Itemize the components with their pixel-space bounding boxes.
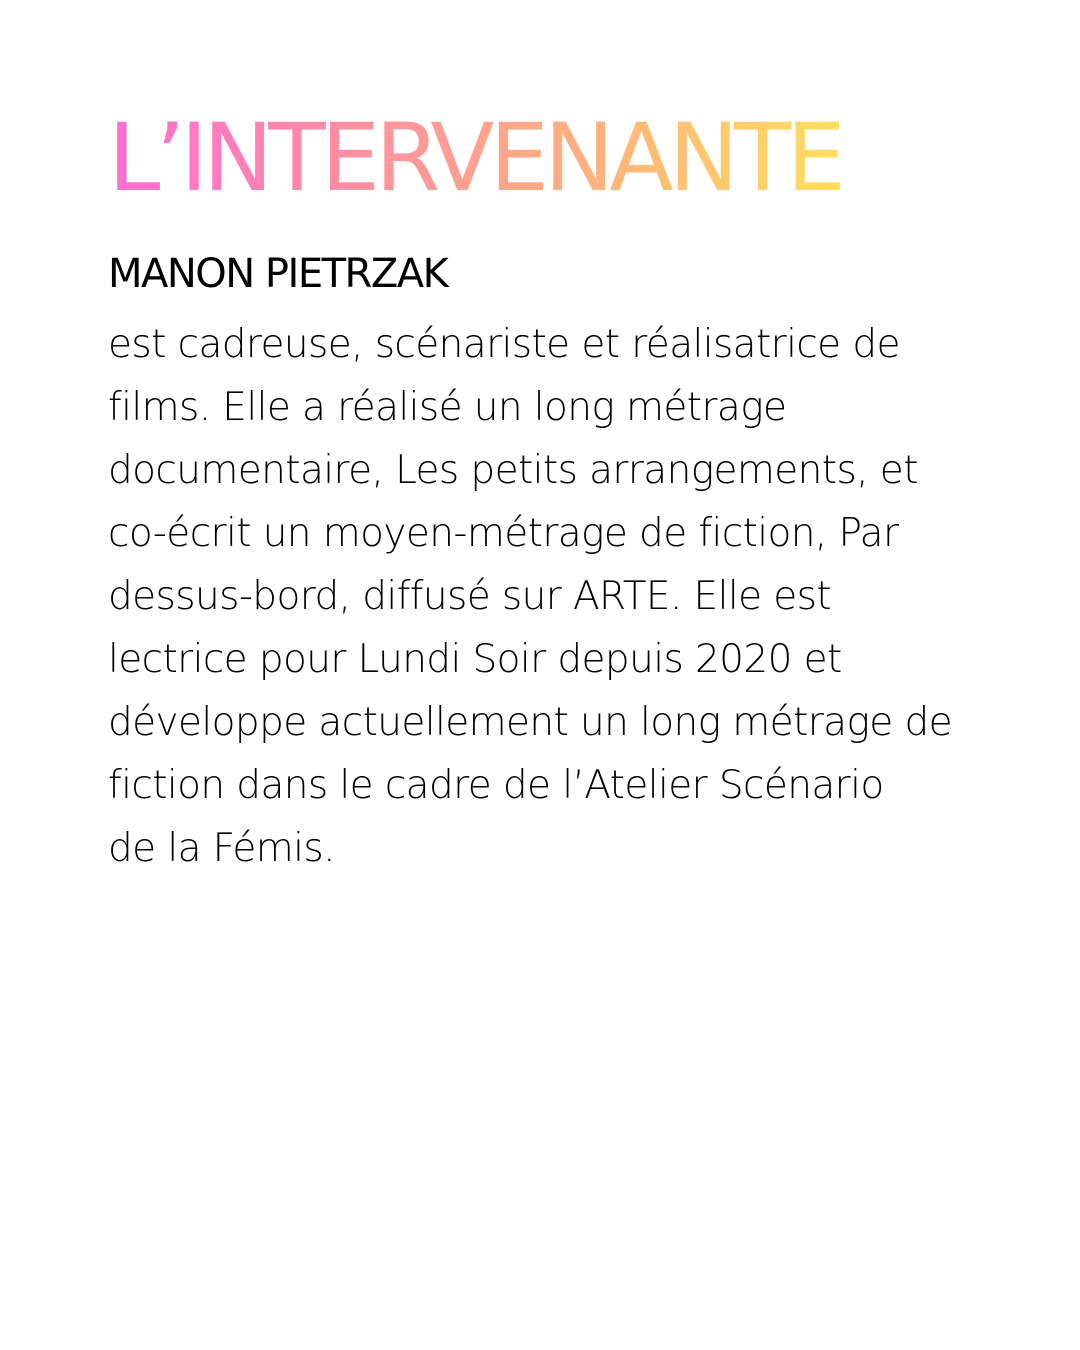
bio-line: documentaire, Les petits arrangements, et: [108, 448, 918, 493]
bio-line: est cadreuse, scénariste et réalisatrice de: [108, 322, 900, 367]
speaker-bio: [108, 313, 1038, 880]
bio-line: co-écrit un moyen-métrage de fiction, Par: [108, 511, 899, 556]
bio-line: développe actuellement un long métrage de: [108, 700, 953, 745]
bio-line: dessus-bord, diffusé sur ARTE. Elle est: [108, 574, 832, 619]
page-title: L’INTERVENANTE: [108, 104, 841, 213]
bio-line: de la Fémis.: [108, 826, 335, 871]
bio-line: lectrice pour Lundi Soir depuis 2020 et: [108, 637, 842, 682]
bio-line: films. Elle a réalisé un long métrage: [108, 385, 787, 430]
bio-line: fiction dans le cadre de l’Atelier Scénario: [108, 763, 884, 808]
speaker-name: MANON PIETRZAK: [108, 251, 448, 297]
